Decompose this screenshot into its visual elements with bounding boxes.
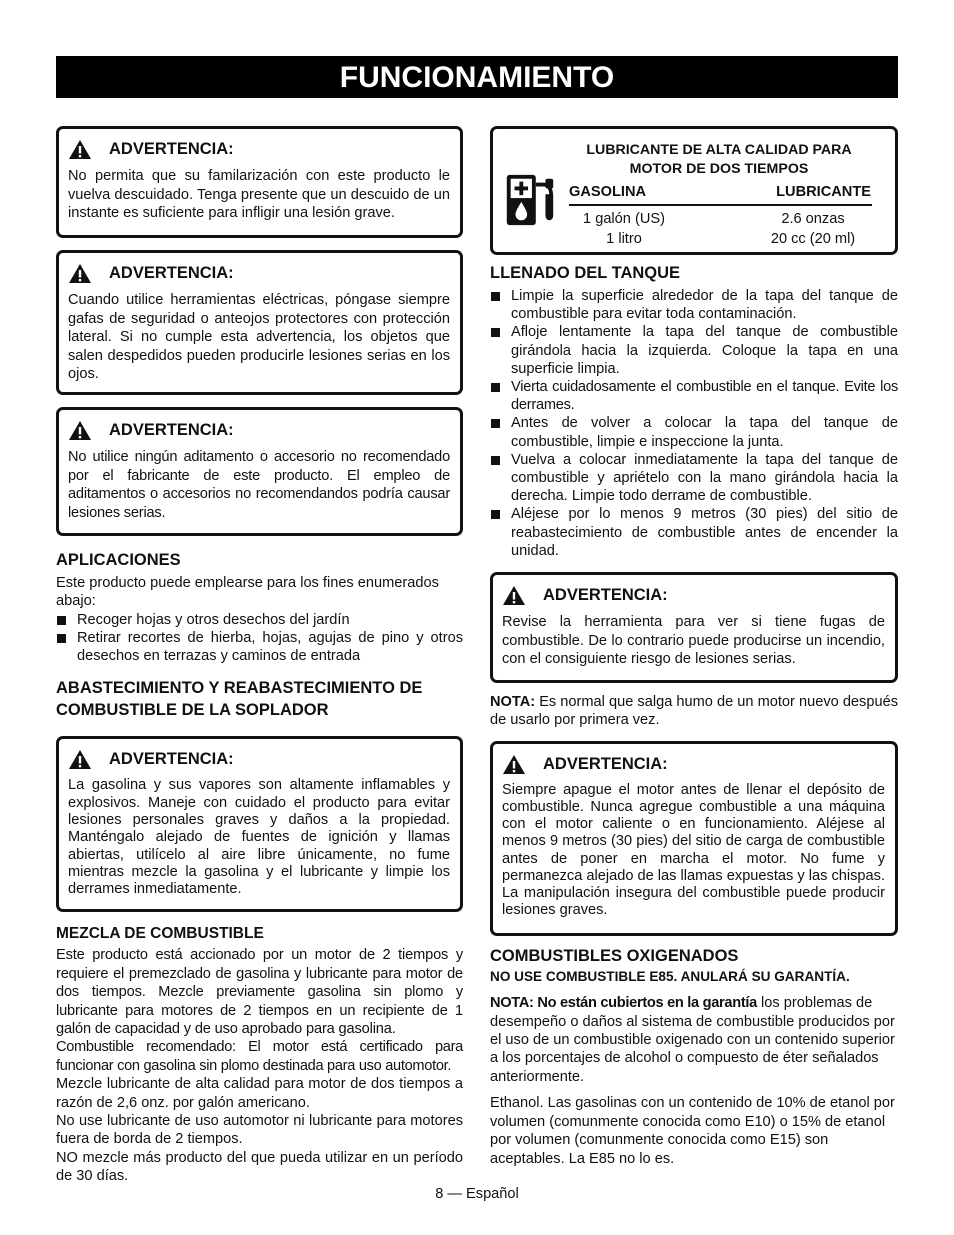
column-header-gasolina: GASOLINA xyxy=(569,184,647,200)
section-heading-aplicaciones: APLICACIONES xyxy=(56,551,181,569)
aplicaciones-intro: Este producto puede emplearse para los fines enumerados abajo: xyxy=(56,575,439,610)
ethanol-paragraph: Ethanol. Las gasolinas con un contenido de 10% de etanol por volumen (comunmente conocida como E10) o 15% de etanol por volumen (comunmente conocida como E15) son aceptables. La E85 no lo es. xyxy=(490,1095,895,1167)
list-item: Afloje lentamente la tapa del tanque de combustible girándola hacia la izquierda. Coloque la tapa en una superficie limpia. xyxy=(490,323,898,378)
list-item: Antes de volver a colocar la tapa del tanque de combustible, limpie e inspeccione la junta. xyxy=(490,414,898,450)
warning-title: ADVERTENCIA: xyxy=(109,264,234,282)
fuel-pump-icon xyxy=(501,171,559,229)
warning-box xyxy=(490,572,898,683)
table-cell: 20 cc (20 ml) xyxy=(770,231,856,247)
table-divider xyxy=(569,204,872,206)
left-column xyxy=(56,126,463,1186)
fuel-mix-table xyxy=(490,126,898,255)
warning-triangle-icon xyxy=(502,754,526,775)
section-heading-llenado: LLENADO DEL TANQUE xyxy=(490,264,681,282)
list-item: Recoger hojas y otros desechos del jardín xyxy=(56,611,463,629)
mezcla-paragraph: Este producto está accionado por un motor de 2 tiempos y requiere el premezclado de gasolina y lubricante para motor de dos tiempos. Mezcle previamente gasolina sin plomo y lubricante para motores de 2 tiempos en un recipiente de 1 galón de capacidad y de uso aprobado para gasolina. xyxy=(56,947,463,1038)
aplicaciones-list xyxy=(56,611,463,666)
warning-triangle-icon xyxy=(68,263,92,284)
warning-box xyxy=(56,126,463,238)
mezcla-paragraph: NO mezcle más producto del que pueda utilizar en un período de 30 días. xyxy=(56,1149,463,1185)
warning-text: Siempre apague el motor antes de llenar el depósito de combustible. Nunca agregue combustible a una máquina con el motor caliente o en funcionamiento. Aléjese al menos 9 metros (30 pies) del sitio de carga de combustible antes de poner en marcha el motor. No fume y permanezca alejado de las llamas expuestas y las chispas. La manipulación insegura del combustible puede producir lesiones graves. xyxy=(502,781,885,919)
fuel-table-title: LUBRICANTE DE ALTA CALIDAD PARA MOTOR DE DOS TIEMPOS xyxy=(586,142,852,177)
nota-label: NOTA: No están cubiertos en la garantía xyxy=(490,995,757,1012)
section-heading-mezcla: MEZCLA DE COMBUSTIBLE xyxy=(56,925,264,943)
warning-triangle-icon xyxy=(68,139,92,160)
warning-title: ADVERTENCIA: xyxy=(109,140,234,158)
list-item: Retirar recortes de hierba, hojas, agujas de pino y otros desechos en terrazas y caminos de entrada xyxy=(56,629,463,665)
warning-title: ADVERTENCIA: xyxy=(543,586,668,605)
warning-title: ADVERTENCIA: xyxy=(543,754,668,773)
list-item: Aléjese por lo menos 9 metros (30 pies) del sitio de reabastecimiento de combustible antes de encender la unidad. xyxy=(490,505,898,560)
mezcla-paragraph: No use lubricante de uso automotor ni lubricante para motores fuera de borda de 2 tiempos. xyxy=(56,1113,463,1148)
warning-text: Revise la herramienta para ver si tiene fugas de combustible. De lo contrario puede producirse un incendio, con el consiguiente riesgo de lesiones serias. xyxy=(502,614,885,668)
warning-triangle-icon xyxy=(68,749,92,770)
mezcla-paragraph: Mezcle lubricante de alta calidad para motor de dos tiempos a razón de 2,6 onz. por galón americano. xyxy=(56,1076,463,1111)
warning-triangle-icon xyxy=(68,420,92,441)
warning-title: ADVERTENCIA: xyxy=(109,750,234,769)
table-cell: 1 galón (US) xyxy=(583,211,665,227)
table-cell: 2.6 onzas xyxy=(781,211,845,227)
nota-text: los problemas de desempeño o daños al sistema de combustible producidos por el uso de un combustible oxigenado con un contenido superior a los porcentajes de alcohol o compuesto de éter señalados anteriormente. xyxy=(490,995,895,1085)
warning-box xyxy=(56,407,463,536)
mezcla-paragraph: Combustible recomendado: El motor está certificado para funcionar con gasolina sin plomo destinada para uso automotor. xyxy=(56,1039,463,1074)
page-number: 8 — Español xyxy=(435,1186,519,1202)
warning-box xyxy=(56,250,463,395)
column-header-lubricante: LUBRICANTE xyxy=(776,184,871,200)
llenado-list xyxy=(490,287,898,560)
page-title: FUNCIONAMIENTO xyxy=(56,56,898,98)
warning-title: ADVERTENCIA: xyxy=(109,421,234,439)
table-cell: 1 litro xyxy=(606,231,642,247)
warning-text: Cuando utilice herramientas eléctricas, póngase siempre gafas de seguridad o anteojos protectores con protección lateral. Si no cumple esta advertencia, los objetos que salen despedidos pueden producirle lesiones serias en los ojos. xyxy=(68,292,450,383)
warning-text: La gasolina y sus vapores son altamente inflamables y explosivos. Maneje con cuidado el producto para evitar lesiones personales graves y daños a la propiedad. Manténgalo alejado de fuentes de ignición y llamas abiertas, utilícelo al aire libre únicamente, no fume mientras mezcle la gasolina y el lubricante y limpie los derrames inmediatamente. xyxy=(68,777,450,898)
list-item: Vierta cuidadosamente el combustible en el tanque. Evite los derrames. xyxy=(490,378,898,414)
warning-text: No permita que su familarización con este producto le vuelva descuidado. Tenga presente que un descuido de un instante es suficiente para infligir una lesión grave. xyxy=(68,168,450,222)
right-column xyxy=(490,126,898,1168)
warning-box xyxy=(490,741,898,936)
list-item: Vuelva a colocar inmediatamente la tapa del tanque de combustible y apriételo con la mano girándola hacia la derecha. Limpie todo derrame de combustible. xyxy=(490,451,898,506)
section-heading-abastecimiento: ABASTECIMIENTO Y REABASTECIMIENTO DE COMBUSTIBLE DE LA SOPLADOR xyxy=(56,679,423,720)
nota-label: NOTA: xyxy=(490,694,536,711)
list-item: Limpie la superficie alrededor de la tapa del tanque de combustible para evitar toda contaminación. xyxy=(490,287,898,323)
nota-paragraph xyxy=(490,693,898,730)
warning-box xyxy=(56,736,463,912)
oxigenados-nota xyxy=(490,994,898,1086)
warning-text: No utilice ningún aditamento o accesorio no recomendado por el fabricante de este producto. El empleo de aditamentos o accesorios no recomendandos podría causar lesiones serias. xyxy=(68,449,450,521)
warning-triangle-icon xyxy=(502,585,526,606)
nota-text: Es normal que salga humo de un motor nuevo después de usarlo por primera vez. xyxy=(490,694,898,729)
warranty-warning: NO USE COMBUSTIBLE E85. ANULARÁ SU GARANTÍA. xyxy=(490,968,850,984)
section-heading-oxigenados: COMBUSTIBLES OXIGENADOS xyxy=(490,946,739,965)
